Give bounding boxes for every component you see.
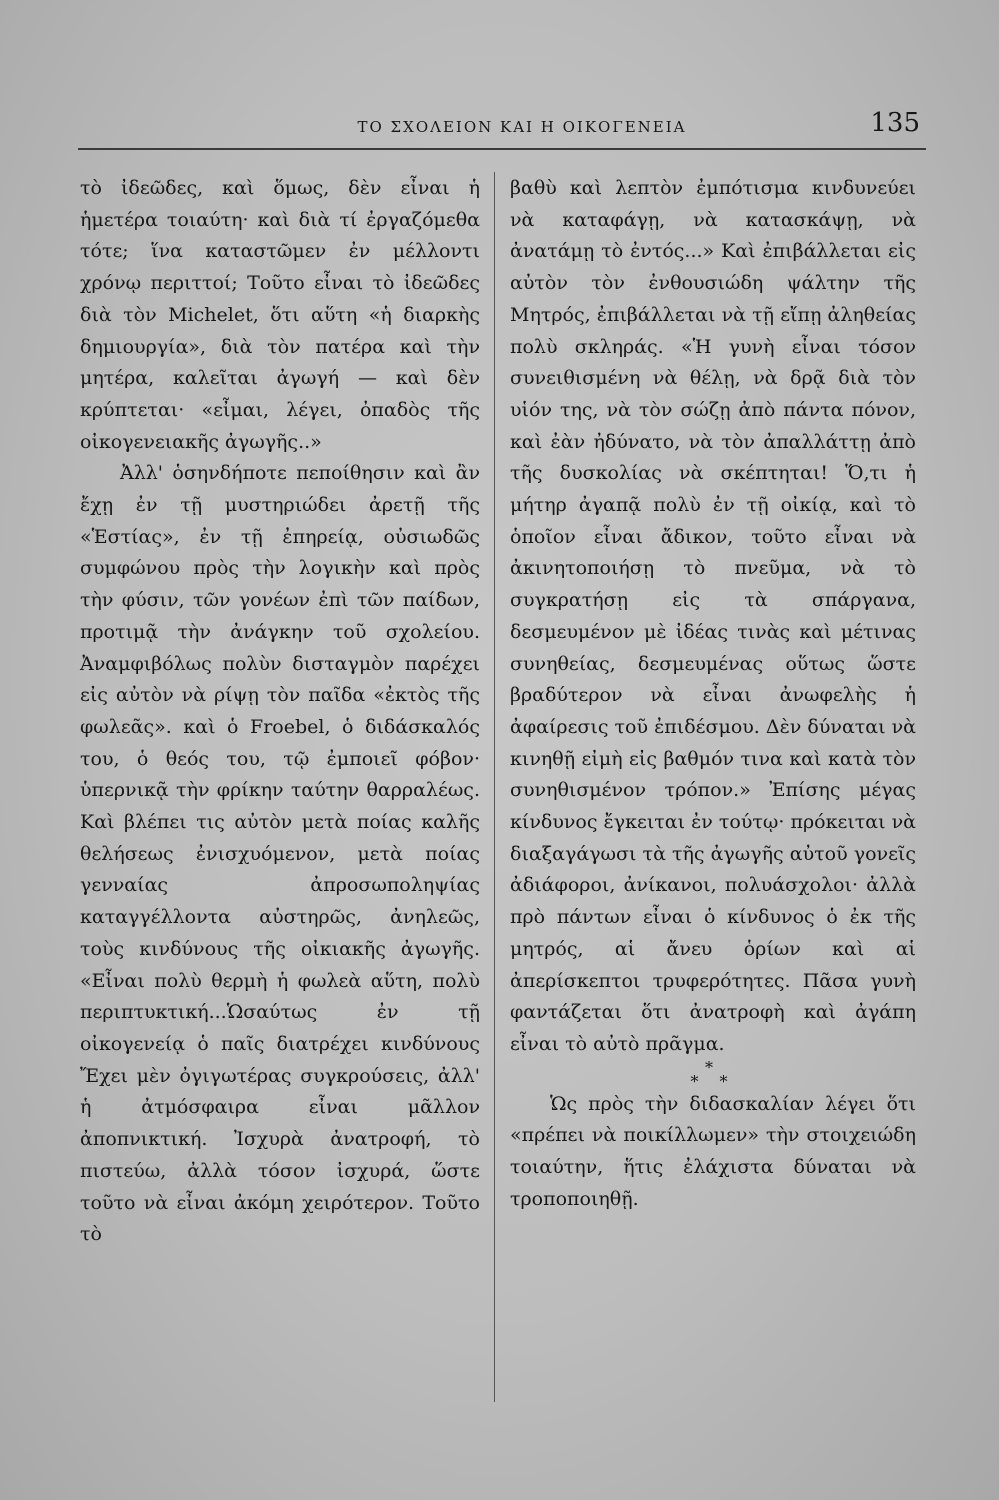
left-paragraph-2: Ἀλλ' ὁσηνδήποτε πεποίθησιν καὶ ἂν ἔχῃ ἐν τῇ μυστηριώδει ἀρετῇ τῆς «Ἑστίας», ἐν τῇ ἐπηρείᾳ, οὐσιωδῶς συμφώνου πρὸς τὴν λογικὴν καὶ πρὸς τὴν φύσιν, τῶν γονέων ἐπὶ τῶν παίδων, προτιμᾷ τὴν ἀνάγκην τοῦ σχολείου. Ἀναμφιβόλως πολὺν δισταγμὸν παρέχει εἰς αὐτὸν νὰ ρίψῃ τὸν παῖδα «ἐκτὸς τῆς φωλεᾶς». καὶ ὁ Froebel, ὁ διδάσκαλός του, ὁ θεός του, τῷ ἐμποιεῖ φόβον· ὑπερνικᾷ τὴν φρίκην ταύτην θαρραλέως. Καὶ βλέπει τις αὐτὸν μετὰ ποίας καλῆς θελήσεως ἐνισχυόμενον, μετὰ ποίας γενναίας ἀπροσωποληψίας καταγγέλλοντα αὐστηρῶς, ἀνηλεῶς, τοὺς κινδύνους τῆς οἰκιακῆς ἀγωγῆς. «Εἶναι πολὺ θερμὴ ἡ φωλεὰ αὕτη, πολὺ περιπτυκτική...Ὡσαύτως ἐν τῇ οἰκογενείᾳ ὁ παῖς διατρέχει κινδύνους Ἔχει μὲν ὀγιγωτέρας συγκρούσεις, ἀλλ' ἡ ἀτμόσφαιρα εἶναι μᾶλλον ἀποπνικτική. Ἰσχυρὰ ἀνατροφή, τὸ πιστεύω, ἀλλὰ τόσον ἰσχυρά, ὥστε τοῦτο νὰ εἶναι ἀκόμη χειρότερον. Τοῦτο τὸ	[80, 462, 480, 1246]
right-column	[510, 173, 916, 1216]
running-title: ΤΟ ΣΧΟΛΕΙΟΝ ΚΑΙ Η ΟΙΚΟΓΕΝΕΙΑ	[357, 118, 687, 136]
column-divider	[494, 172, 495, 1402]
left-column	[80, 173, 480, 1251]
right-paragraph-1: βαθὺ καὶ λεπτὸν ἐμπότισμα κινδυνεύει νὰ καταφάγῃ, νὰ κατασκάψῃ, νὰ ἀνατάμῃ τὸ ἐντός...» Καὶ ἐπιβάλλεται εἰς αὐτὸν τὸν ἐνθουσιώδη ψάλτην τῆς Μητρός, ἐπιβάλλεται νὰ τῇ εἴπῃ ἀληθείας πολὺ σκληράς. «Ἡ γυνὴ εἶναι τόσον συνειθισμένη νὰ θέλῃ, νὰ δρᾷ διὰ τὸν υἱόν της, νὰ τὸν σώζῃ ἀπὸ πάντα πόνον, καὶ ἐὰν ἠδύνατο, νὰ τὸν ἀπαλλάττῃ ἀπὸ τῆς δυσκολίας νὰ σκέπτηται! Ὅ,τι ἡ μήτηρ ἀγαπᾷ πολὺ ἐν τῇ οἰκίᾳ, καὶ τὸ ὁποῖον εἶναι ἄδικον, τοῦτο εἶναι νὰ ἀκινητοποιήσῃ τὸ πνεῦμα, νὰ τὸ συγκρατήσῃ εἰς τὰ σπάργανα, δεσμευμένον μὲ ἰδέας τινὰς καὶ μέτινας συνηθείας, δεσμευμένας οὕτως ὥστε βραδύτερον νὰ εἶναι ἀνωφελὴς ἡ ἀφαίρεσις τοῦ ἐπιδέσμου. Δὲν δύναται νὰ κινηθῇ εἰμὴ εἰς βαθμόν τινα καὶ κατὰ τὸν συνηθισμένον τρόπον.» Ἐπίσης μέγας κίνδυνος ἔγκειται ἐν τούτῳ· πρόκειται νὰ διαξαγάγωσι τὰ τῆς ἀγωγῆς αὐτοῦ γονεῖς ἀδιάφοροι, ἀνίκανοι, πολυάσχολοι· ἀλλὰ πρὸ πάντων εἶναι ὁ κίνδυνος ὁ ἐκ τῆς μητρός, αἱ ἄνευ ὁρίων καὶ αἱ ἀπερίσκεπτοι τρυφερότητες. Πᾶσα γυνὴ φαντάζεται ὅτι ἀνατροφὴ καὶ ἀγάπη εἶναι τὸ αὐτὸ πρᾶγμα.	[510, 177, 916, 1055]
left-paragraph-1: τὸ ἰδεῶδες, καὶ ὅμως, δὲν εἶναι ἡ ἡμετέρα τοιαύτη· καὶ διὰ τί ἐργαζόμεθα τότε; ἵνα καταστῶμεν ἐν μέλλοντι χρόνῳ περιττοί; Τοῦτο εἶναι τὸ ἰδεῶδες διὰ τὸν Michelet, ὅτι αὕτη «ἡ διαρκὴς δημιουργία», διὰ τὸν πατέρα καὶ τὴν μητέρα, καλεῖται ἀγωγή — καὶ δὲν κρύπτεται· «εἶμαι, λέγει, ὀπαδὸς τῆς οἰκογενειακῆς ἀγωγῆς..»	[80, 177, 480, 453]
page-header	[78, 108, 926, 150]
page-number: 135	[870, 108, 920, 138]
right-paragraph-2: Ὡς πρὸς τὴν διδασκαλίαν λέγει ὅτι «πρέπει νὰ ποικίλλωμεν» τὴν στοιχειώδη τοιαύτην, ἥτις ἐλάχιστα δύναται νὰ τροποποιηθῇ.	[510, 1092, 916, 1210]
asterism-divider: * * *	[690, 1057, 736, 1091]
